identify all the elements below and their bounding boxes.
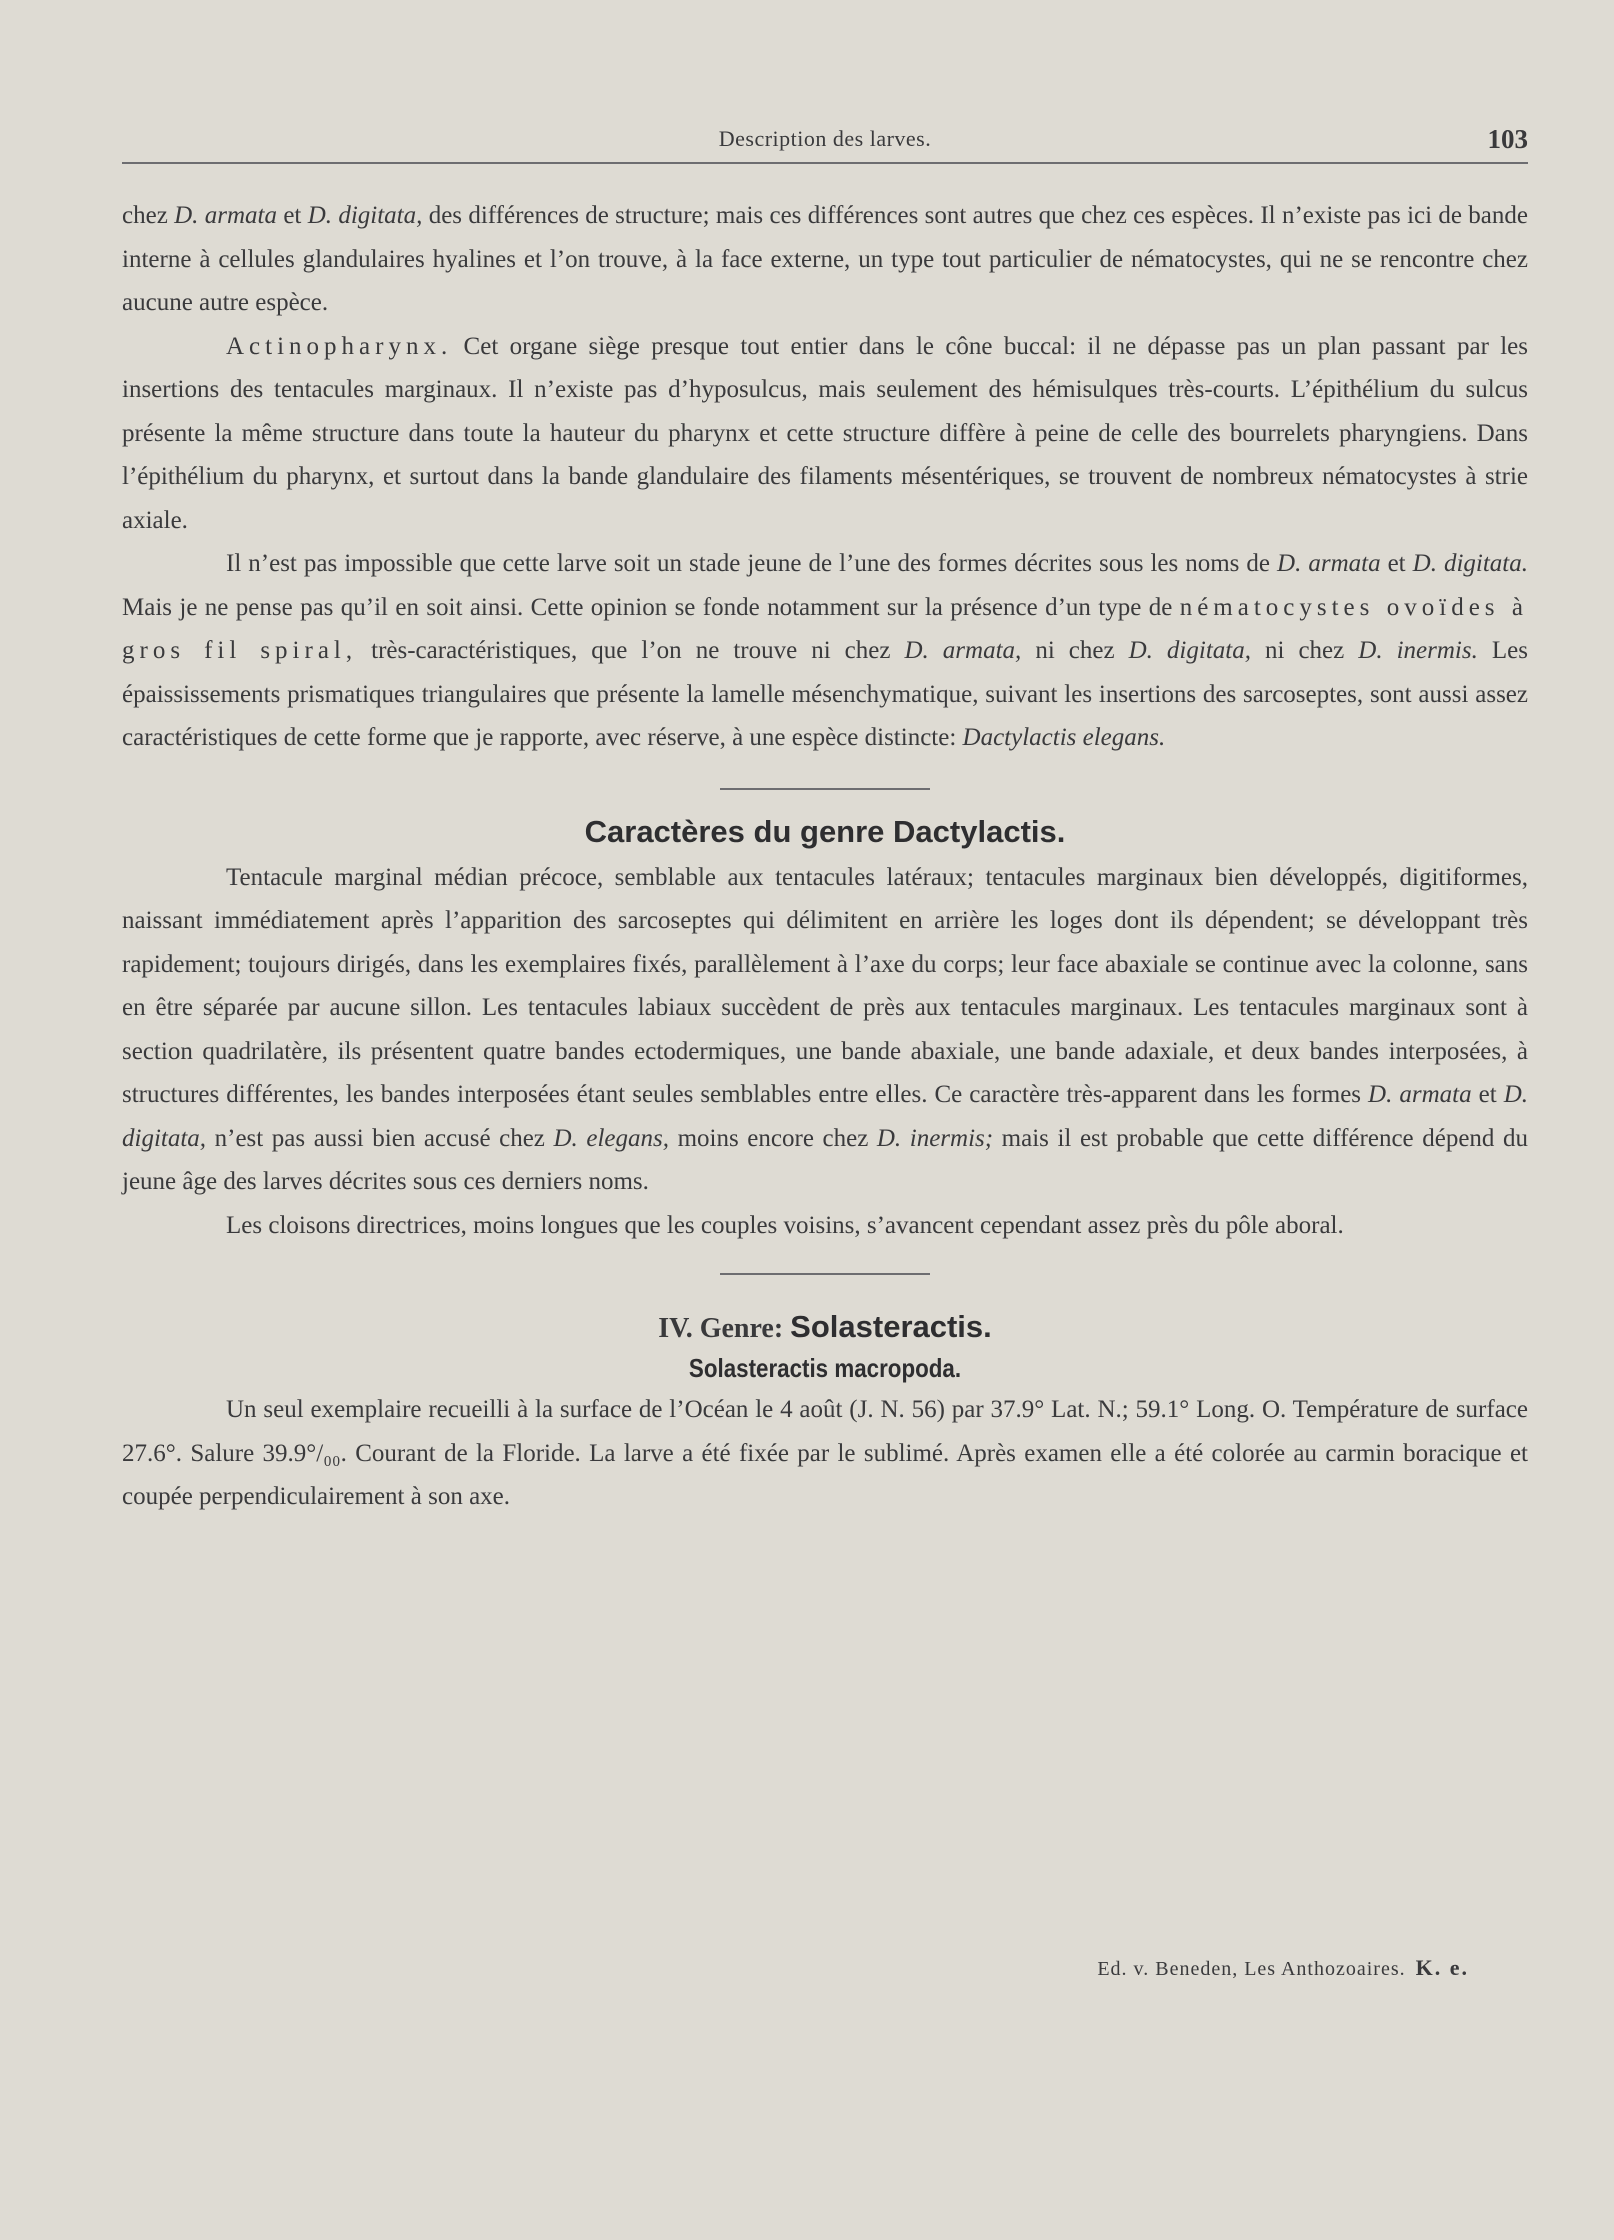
genre-name: Solasteractis. — [790, 1309, 992, 1344]
text-run: des différences de structure; mais ces différences sont autres que chez ces espèces. Il n’existe pas ici de bande interne à cellules glandulaires hyalines et l’on trouve, à la face externe, un type tout particulier de nématocystes, qui ne se rencontre chez aucune autre espèce. — [122, 202, 1528, 316]
spaced-term: nématocystes ovoïdes à gros fil spiral, — [122, 593, 1528, 664]
paragraph-5: Les cloisons directrices, moins longues que les couples voisins, s’avancent cependant assez près du pôle aboral. — [226, 1211, 1344, 1239]
species-name: D. armata, — [904, 637, 1022, 664]
text-run: n’est pas aussi bien accusé chez — [206, 1124, 554, 1152]
text-run: et — [1380, 550, 1413, 577]
text-run: et — [1471, 1081, 1504, 1108]
text-run: . Courant de la Floride. La larve a été fixée par le sublimé. Après examen elle a été colorée au carmin boracique et coupée perpendiculairement à son axe. — [122, 1439, 1528, 1510]
text-run: Tentacule marginal médian précoce, semblable aux tentacules latéraux; tentacules marginaux bien développés, digitiformes, naissant immédiatement après l’apparition des sarcoseptes qui délimitent en arrière les loges dont ils dépendent; se développant très rapidement; toujours dirigés, dans les exemplaires fixés, parallèlement à l’axe du corps; leur face abaxiale se continue avec la colonne, sans en être séparée par aucune sillon. Les tentacules labiaux succèdent de près aux tentacules marginaux. Les tentacules marginaux sont à section quadrilatère, ils présentent quatre bandes ectodermiques, une bande abaxiale, une bande adaxiale, et deux bandes interposées, à structures différentes, les bandes interposées étant seules semblables entre elles. Ce caractère très-apparent dans les formes — [122, 863, 1528, 1108]
genre-prefix: IV. Genre: — [658, 1313, 791, 1344]
text-run: moins encore chez — [669, 1124, 877, 1152]
section-title: Caractères du genre Dactylactis. — [584, 813, 1066, 849]
species-name: D. armata — [1368, 1081, 1472, 1108]
running-header — [122, 122, 1528, 164]
footer-text: Ed. v. Beneden, Les Anthozoaires. — [1097, 1958, 1406, 1980]
page-number: 103 — [1487, 124, 1528, 154]
species-name: D. inermis; — [876, 1124, 994, 1152]
permille-sign: °/₀₀ — [306, 1439, 341, 1467]
section-divider — [720, 1273, 930, 1275]
running-title: Description des larves. — [718, 126, 932, 151]
text-run: Cet organe siège presque tout entier dans le cône buccal: il ne dépasse pas un plan passant par les insertions des tentacules marginaux. Il n’existe pas d’hyposulcus, mais seulement des hémisulques très-courts. L’épithélium du sulcus présente la même structure dans toute la hauteur du pharynx et cette structure diffère à peine de celle des bourrelets pharyngiens. Dans l’épithélium du pharynx, et surtout dans la bande glandulaire des filaments mésentériques, se trouvent de nombreux nématocystes à strie axiale. — [122, 332, 1528, 534]
species-name: D. inermis. — [1358, 637, 1478, 664]
species-name: D. armata — [174, 202, 277, 229]
species-name: D. digitata. — [1412, 550, 1528, 577]
page-body — [122, 194, 1528, 1519]
text-run: Les épaississements prismatiques triangulaires que présente la lamelle mésenchymatique, suivant les insertions des sarcoseptes, sont aussi assez caractéristiques de cette forme que je rapporte, avec réserve, à une espèce distincte: — [122, 637, 1528, 751]
text-run: Il n’est pas impossible que cette larve soit un stade jeune de l’une des formes décrites sous les noms de — [226, 550, 1278, 577]
text-run: Mais je ne pense pas qu’il en soit ainsi. Cette opinion se fonde notamment sur la présence d’un type de — [122, 593, 1180, 621]
genre-heading — [122, 1309, 1528, 1345]
text-run: mais il est probable que cette différence dépend du jeune âge des larves décrites sous ces derniers noms. — [122, 1124, 1529, 1195]
species-name: D. elegans, — [553, 1124, 670, 1152]
text-run: ni chez — [1250, 637, 1359, 664]
species-name: Dactylactis elegans. — [962, 724, 1166, 751]
paragraph-genus-characters — [122, 856, 1528, 1204]
text-run: et — [277, 202, 308, 229]
text-run: chez — [122, 202, 175, 229]
text-run: Un seul exemplaire recueilli à la surface de l’Océan le 4 août (J. N. 56) par 37.9° Lat. N.; 59.1° Long. O. Température de surface 27.6°. Salure 39.9 — [122, 1396, 1528, 1467]
section-divider — [720, 788, 930, 790]
species-name: D. digitata, — [1128, 637, 1251, 664]
page-footer — [1097, 1955, 1469, 1981]
text-run: très-caractéristiques, que l’on ne trouve ni chez — [357, 637, 905, 664]
spaced-term: Actinopharynx. — [226, 332, 453, 360]
species-name: D. armata — [1277, 550, 1381, 577]
species-heading: Solasteractis macropoda. — [688, 1353, 962, 1383]
species-name: D. digitata, — [122, 1081, 1528, 1152]
signature-mark: K. e. — [1415, 1955, 1469, 1980]
paragraph-6 — [122, 1388, 1528, 1519]
text-run: ni chez — [1021, 637, 1129, 664]
paragraph-actinopharynx — [122, 325, 1528, 543]
paragraph-1 — [122, 194, 1528, 325]
species-name: D. digitata, — [307, 202, 423, 229]
paragraph-3 — [122, 542, 1528, 760]
